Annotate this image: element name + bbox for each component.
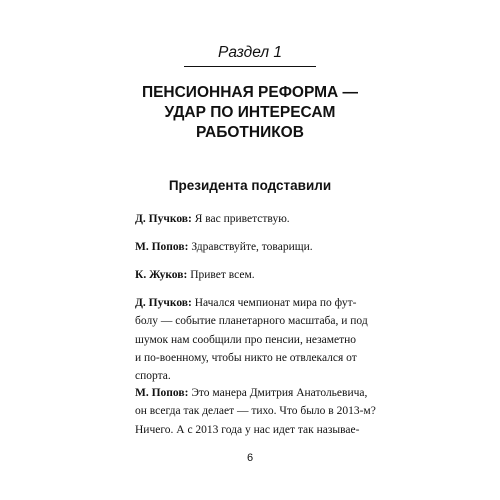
chapter-title-line: ПЕНСИОННАЯ РЕФОРМА — xyxy=(141,84,359,101)
dialogue-paragraph xyxy=(135,294,385,385)
chapter-title-line: УДАР ПО ИНТЕРЕСАМ xyxy=(164,104,336,121)
paragraph-line: болу — событие планетарного масштаба, и под xyxy=(135,315,368,328)
speaker-name: М. Попов: xyxy=(135,241,189,253)
paragraph-line xyxy=(135,238,385,256)
paragraph-line: он всегда так делает — тихо. Что было в 2013-м? xyxy=(135,405,376,418)
chapter-title xyxy=(0,83,500,143)
speaker-name: Д. Пучков: xyxy=(135,297,192,309)
section-underline xyxy=(184,66,316,67)
paragraph-line: Ничего. А с 2013 года у нас идет так называе- xyxy=(135,423,360,436)
speech-text: Это манера Дмитрия Анатольевича, xyxy=(188,387,368,399)
speaker-name: М. Попов: xyxy=(135,387,189,399)
paragraph-line xyxy=(135,266,385,284)
speaker-name: К. Жуков: xyxy=(135,269,188,281)
paragraph-line: спорта. xyxy=(135,370,171,383)
paragraph-line: шумок нам сообщили про пенсии, незаметно xyxy=(135,333,357,346)
paragraph-line xyxy=(135,384,385,402)
subsection-title: Президента подставили xyxy=(168,178,332,193)
speech-text: Привет всем. xyxy=(187,269,255,281)
speech-text: Здравствуйте, товарищи. xyxy=(188,241,313,253)
dialogue-paragraph xyxy=(135,266,385,284)
chapter-title-line: РАБОТНИКОВ xyxy=(196,124,304,141)
dialogue-paragraph xyxy=(135,210,385,228)
speech-text: Начался чемпионат мира по фут- xyxy=(191,297,357,309)
paragraph-line xyxy=(135,210,385,228)
dialogue-paragraph xyxy=(135,384,385,439)
speaker-name: Д. Пучков: xyxy=(135,213,192,225)
paragraph-line xyxy=(135,294,385,312)
paragraph-line: и по-военному, чтобы никто не отвлекался от xyxy=(135,351,357,364)
dialogue-paragraph xyxy=(135,238,385,256)
page-number: 6 xyxy=(246,452,254,464)
speech-text: Я вас приветствую. xyxy=(191,213,290,225)
section-label: Раздел 1 xyxy=(218,44,282,61)
